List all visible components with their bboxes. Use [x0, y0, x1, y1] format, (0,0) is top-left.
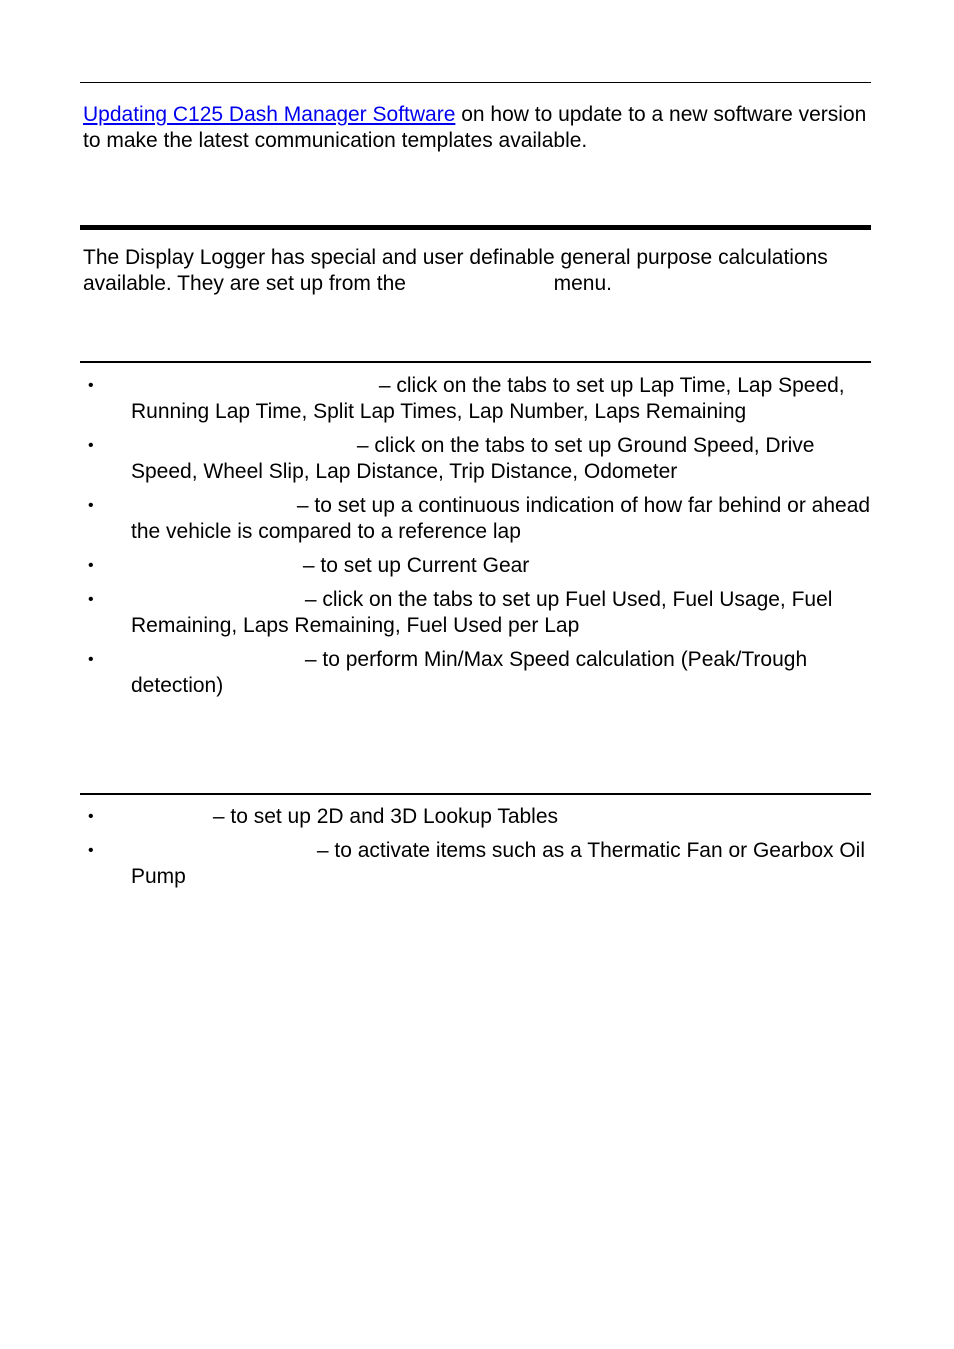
list-item	[83, 838, 873, 890]
list-item	[83, 587, 873, 639]
special-calculations-list	[83, 373, 873, 707]
calculations-paragraph	[83, 245, 873, 297]
list-item	[83, 804, 873, 830]
list-item	[83, 493, 873, 545]
list-item-text: – click on the tabs to set up Ground Speed, Drive Speed, Wheel Slip, Lap Distance, Trip Distance, Odometer	[131, 434, 815, 483]
section-heading-rule	[80, 225, 871, 230]
bullet-icon: •	[88, 377, 94, 394]
calculations-text: The Display Logger has special and user definable general purpose calculations available. They are set up from the	[83, 246, 828, 295]
bullet-icon: •	[88, 497, 94, 514]
bullet-icon: •	[88, 591, 94, 608]
intro-paragraph	[83, 102, 873, 154]
bullet-icon: •	[88, 651, 94, 668]
bullet-icon: •	[88, 557, 94, 574]
list-item-text: – to set up 2D and 3D Lookup Tables	[212, 805, 559, 828]
bullet-icon: •	[88, 842, 94, 859]
top-divider	[80, 82, 871, 83]
general-calculations-divider	[80, 793, 871, 795]
list-item	[83, 647, 873, 699]
list-item-text: – to set up Current Gear	[302, 554, 530, 577]
calculations-text-end: menu.	[547, 272, 612, 295]
list-item-text: – to activate items such as a Thermatic Fan or Gearbox Oil Pump	[131, 839, 866, 888]
list-item	[83, 553, 873, 579]
list-item	[83, 433, 873, 485]
list-item-text: – click on the tabs to set up Fuel Used, Fuel Usage, Fuel Remaining, Laps Remaining, Fuel Used per Lap	[131, 588, 833, 637]
list-item-text: – click on the tabs to set up Lap Time, Lap Speed, Running Lap Time, Split Lap Times, Lap Number, Laps Remaining	[131, 374, 845, 423]
list-item-text: – to set up a continuous indication of how far behind or ahead the vehicle is compared to a reference lap	[131, 494, 871, 543]
bullet-icon: •	[88, 437, 94, 454]
special-calculations-divider	[80, 361, 871, 363]
general-calculations-list	[83, 804, 873, 898]
list-item-text: – to perform Min/Max Speed calculation (Peak/Trough detection)	[131, 648, 808, 697]
list-item	[83, 373, 873, 425]
bullet-icon: •	[88, 808, 94, 825]
intro-text: on how to update to a new software version to make the latest communication templates available.	[83, 103, 867, 152]
update-software-link[interactable]: Updating C125 Dash Manager Software	[83, 103, 456, 126]
